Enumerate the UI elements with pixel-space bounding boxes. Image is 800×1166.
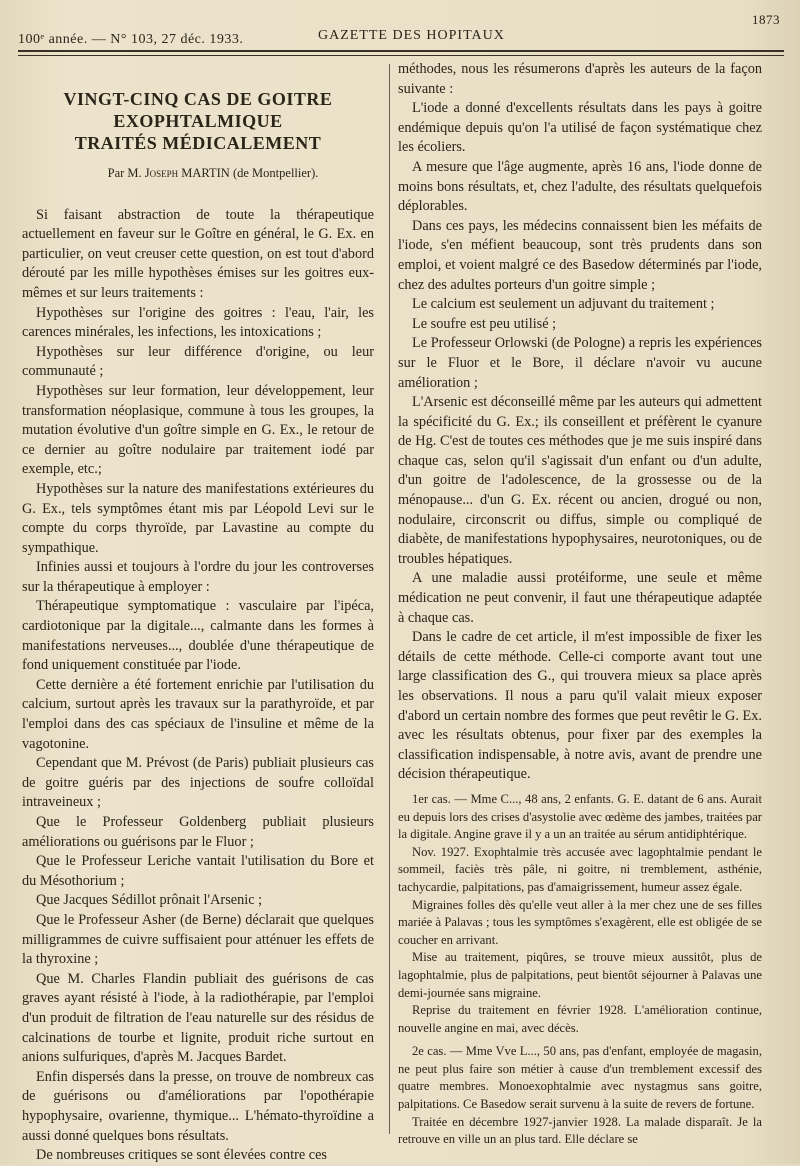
paragraph: Hypothèses sur leur formation, leur développement, leur transformation néoplasique, commune à tous les groupes, la mutation évolutive d'un goître simple en G. Ex., le retour de ce dernier au goître nodulaire par traitement iodé par exemple, etc.;: [22, 382, 374, 478]
case-paragraph: Reprise du traitement en février 1928. L'amélioration continue, nouvelle angine en mai, avec décès.: [398, 1003, 762, 1035]
case-paragraph: 1er cas. — Mme C..., 48 ans, 2 enfants. G. E. datant de 6 ans. Aurait eu depuis lors des crises d'asystolie avec œdème des jambes, traitées par la digitale. Angine grave il y a un an traitée au sérum antidiphtérique.: [398, 791, 762, 842]
page-number: 1873: [752, 12, 780, 27]
paragraph: Cependant que M. Prévost (de Paris) publiait plusieurs cas de goitre guéris par des injections de soufre colloïdal intraveineux ;: [22, 755, 374, 811]
paragraph: Hypothèses sur leur différence d'origine, ou leur communauté ;: [22, 343, 374, 380]
case-paragraph: Migraines folles dès qu'elle veut aller à la mer chez une de ses filles mariée à Palavas ; tous les symptômes s'exagèrent, elle est obligée de se coucher en arrivant.: [398, 897, 762, 947]
header-rule-thin: [18, 55, 784, 56]
paragraph: Que le Professeur Goldenberg publiait plusieurs améliorations ou guérisons par le Fluor ;: [22, 814, 374, 850]
paragraph: Le soufre est peu utilisé ;: [412, 315, 557, 332]
paragraph: Hypothèses sur la nature des manifestations extérieures du G. Ex., tels symptômes étant mis par Léopold Levi sur le compte du corps thyroïde, par Lavastine au compte du sympathique.: [22, 480, 374, 556]
right-column: [398, 60, 762, 1149]
paragraph: Dans le cadre de cet article, il m'est impossible de fixer les détails de cette méthode. Celle-ci comporte avant tout une large classification des G., qui trouvera mieux sa place après les observations. Il nous a paru qu'il valait mieux exposer d'abord un certain nombre des formes que peut revêtir le G. Ex. avec les résultats obtenus, pour fixer par des exemples la classification indispensable, à notre avis, avant de prendre une décision thérapeutique.: [398, 629, 762, 783]
article-title-line2: TRAITÉS MÉDICALEMENT: [74, 133, 322, 153]
paragraph: A mesure que l'âge augmente, après 16 ans, l'iode donne de moins bons résultats, et, chez l'adulte, des résultats quelquefois déplorables.: [398, 158, 762, 215]
column-separator: [389, 64, 390, 1134]
case-paragraph: Nov. 1927. Exophtalmie très accusée avec lagophtalmie pendant le sommeil, faciès très pâle, ni goitre, ni tremblement, asthénie, tachycardie, palpitations, pas d'amaigrissement, humeur assez égale.: [398, 844, 762, 894]
article-title: [22, 88, 374, 154]
case-paragraph: Mise au traitement, piqûres, se trouve mieux aussitôt, plus de lagophtalmie, plus de palpitations, peut bientôt séjourner à Palavas une demi-journée sans migraine.: [398, 950, 762, 1000]
article-title-line1: VINGT-CINQ CAS DE GOITRE EXOPHTALMIQUE: [63, 89, 333, 131]
paragraph: Le calcium est seulement un adjuvant du traitement ;: [412, 296, 715, 313]
paragraph: Enfin dispersés dans la presse, on trouve de nombreux cas de guérisons ou d'améliorations par l'opothérapie hypophysaire, ovarienne, thymique... L'hémato-thyroïdine a aussi donné quelques bons résultats.: [22, 1068, 374, 1144]
author-prefix: Par M.: [107, 166, 142, 180]
paragraph: L'Arsenic est déconseillé même par les auteurs qui admettent la spécificité du G. Ex.; ils conseillent et préfèrent le cyanure de Hg. C'est de toutes ces méthodes que je me suis inspiré dans chaque cas, selon qu'il s'agissait d'un enfant ou d'un adulte, d'un goitre de l'adolescence, de la grossesse ou de la ménopause... d'un G. Ex. récent ou ancien, drogué ou non, nodulaire, circonscrit ou diffus, simple ou compliqué de diabète, de manifestations hypophysaires, neurotoniques, ou de troubles hépatiques.: [398, 394, 762, 567]
case-paragraph: 2e cas. — Mme Vve L..., 50 ans, pas d'enfant, employée de magasin, ne peut plus faire son métier à cause d'un tremblement excessif des quatre membres. Monoexophtalmie avec nystagmus sans goitre, palpitations. Ce Basedow serait survenu à la suite de revers de fortune.: [398, 1044, 762, 1112]
paragraph: Que Jacques Sédillot prônait l'Arsenic ;: [36, 892, 263, 909]
paragraph: Cette dernière a été fortement enrichie par l'utilisation du calcium, surtout après les travaux sur la parathyroïde, et par l'emploi dans des cas spéciaux de l'insuline et même de la vagotonine.: [22, 676, 374, 752]
paragraph: Si faisant abstraction de toute la thérapeutique actuellement en faveur sur le Goître en général, le G. Ex. en particulier, on veut creuser cette question, on est tout d'abord dérouté par les mille hypothèses émises sur les goitres eux-mêmes et sur leurs traitements :: [22, 206, 374, 301]
paragraph: Le Professeur Orlowski (de Pologne) a repris les expériences sur le Fluor et le Bore, il déclare n'avoir vu aucune amélioration ;: [398, 335, 762, 391]
paragraph: Que le Professeur Leriche vantait l'utilisation du Bore et du Mésothorium ;: [22, 853, 374, 889]
paragraph: Que M. Charles Flandin publiait des guérisons de cas graves ayant résisté à l'iode, à la radiothérapie, par l'emploi d'un produit de filtration de l'eau naturelle sur des résidus de calcinations de tourbe et lignite, produit riche surtout en anions sulfuriques, d'après M. Jacques Bardet.: [22, 970, 374, 1066]
issue-info: 100ᵉ année. — N° 103, 27 déc. 1933.: [18, 32, 244, 47]
article-author: [52, 164, 374, 184]
header-rule: [18, 50, 784, 52]
paragraph: Que le Professeur Asher (de Berne) déclarait que quelques milligrammes de cuivre suffisaient pour atténuer les effets de la thyroxine ;: [22, 911, 374, 968]
paragraph: Infinies aussi et toujours à l'ordre du jour les controverses sur la thérapeutique à employer :: [22, 559, 374, 595]
paragraph: méthodes, nous les résumerons d'après les auteurs de la façon suivante :: [398, 61, 762, 97]
paragraph: Hypothèses sur l'origine des goitres : l'eau, l'air, les carences minérales, les infections, les intoxications ;: [22, 304, 374, 341]
author-affiliation: (de Montpellier).: [232, 166, 319, 180]
paragraph: A une maladie aussi protéiforme, une seule et même médication ne peut convenir, il faut une thérapeutique adaptée à chaque cas.: [398, 570, 762, 626]
page-header: [18, 12, 780, 47]
paragraph: Dans ces pays, les médecins connaissent bien les méfaits de l'iode, s'en méfient beaucoup, sont très prudents dans son emploi, et voient malgré ce des Basedow déterminés par l'iode, chez des adultes porteurs d'un goitre simple ;: [398, 217, 762, 293]
case-paragraph: Traitée en décembre 1927-janvier 1928. La malade disparaît. Je la retrouve en ville un an plus tard. Elle déclare se: [398, 1114, 762, 1147]
paragraph: De nombreuses critiques se sont élevées contre ces: [36, 1147, 327, 1164]
paragraph: L'iode a donné d'excellents résultats dans les pays à goitre endémique depuis qu'on l'a utilisé de façon systématique chez les écoliers.: [398, 100, 762, 156]
author-name: Joseph MARTIN: [144, 166, 230, 180]
paragraph: Thérapeutique symptomatique : vasculaire par l'ipéca, cardiotonique par la digitale..., calmante dans les formes à manifestations nerveuses..., doublée d'une thérapeutique de fond uniquement constituée par l'iode.: [22, 598, 374, 674]
left-column: [22, 60, 374, 1166]
journal-name: GAZETTE DES HOPITAUX: [318, 28, 505, 43]
